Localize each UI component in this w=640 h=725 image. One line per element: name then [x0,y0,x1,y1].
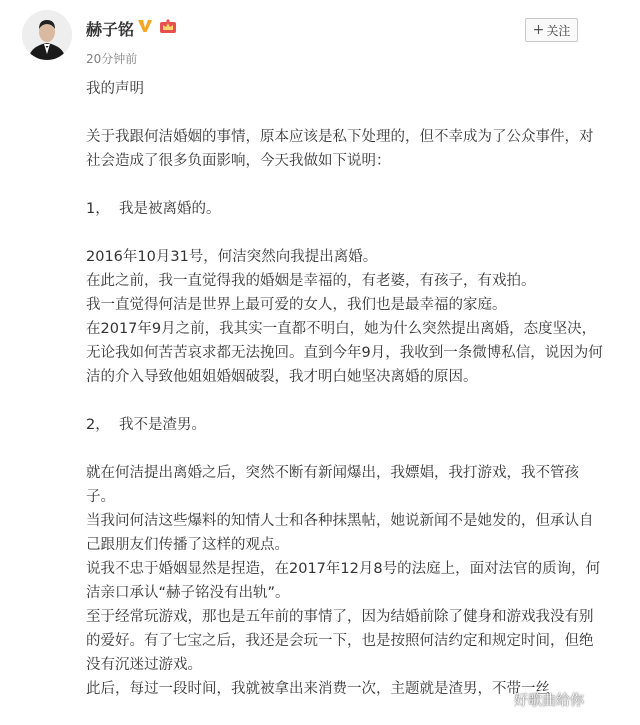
follow-label: 关注 [546,23,571,38]
paragraph-gap [86,173,622,197]
post-line: 洁亲口承认“赫子铭没有出轨”。 [86,585,290,601]
follow-button[interactable] [525,18,578,42]
post-line: 2016年10月31号，何洁突然向我提出离婚。 [86,249,378,265]
post-line: 1， 我是被离婚的。 [86,201,221,217]
post-time[interactable]: 20分钟前 [86,52,138,66]
plus-icon: + [532,22,545,38]
paragraph-gap [86,437,622,461]
post-line: 我一直觉得何洁是世界上最可爱的女人，我们也是最幸福的家庭。 [86,297,507,313]
post-line: 就在何洁提出离婚之后，突然不断有新闻爆出，我嫖娼，我打游戏，我不管孩 [86,465,579,481]
post-line: 没有沉迷过游戏。 [86,657,202,673]
post-content [86,77,622,701]
post-line: 社会造成了很多负面影响，今天我做如下说明： [86,153,391,169]
post-line: 说我不忠于婚姻显然是捏造，在2017年12月8号的法庭上，面对法官的质询，何 [86,561,601,577]
watermark: 好歌曲给你 [514,693,584,709]
post-line: 在2017年9月之前，我其实一直都不明白，她为什么突然提出离婚，态度坚决， [86,321,597,337]
verified-v-icon [137,18,153,34]
post-line: 洁的介入导致他姐姐婚姻破裂，我才明白她坚决离婚的原因。 [86,369,478,385]
avatar[interactable] [22,10,72,60]
post-line: 关于我跟何洁婚姻的事情，原本应该是私下处理的，但不幸成为了公众事件，对 [86,129,594,145]
post-line: 的爱好。有了七宝之后，我还是会玩一下，也是按照何洁约定和规定时间，但绝 [86,633,594,649]
post-line: 当我问何洁这些爆料的知情人士和各种抹黑帖，她说新闻不是她发的，但承认自 [86,513,594,529]
post-line: 己跟朋友们传播了这样的观点。 [86,537,289,553]
paragraph-gap [86,101,622,125]
post-line: 在此之前，我一直觉得我的婚姻是幸福的，有老婆，有孩子，有戏拍。 [86,273,536,289]
post-line: 至于经常玩游戏，那也是五年前的事情了，因为结婚前除了健身和游戏我没有别 [86,609,594,625]
paragraph-gap [86,389,622,413]
post-line: 2， 我不是渣男。 [86,417,206,433]
member-crown-icon [159,18,177,34]
post-line: 子。 [86,489,115,505]
avatar-image [22,10,72,60]
username[interactable]: 赫子铭 [86,20,135,39]
post-line: 无论我如何苦苦哀求都无法挽回。直到今年9月，我收到一条微博私信，说因为何 [86,345,603,361]
post-line: 此后，每过一段时间，我就被拿出来消费一次，主题就是渣男，不带一丝 [86,681,550,697]
paragraph-gap [86,221,622,245]
post-line: 我的声明 [86,81,144,97]
